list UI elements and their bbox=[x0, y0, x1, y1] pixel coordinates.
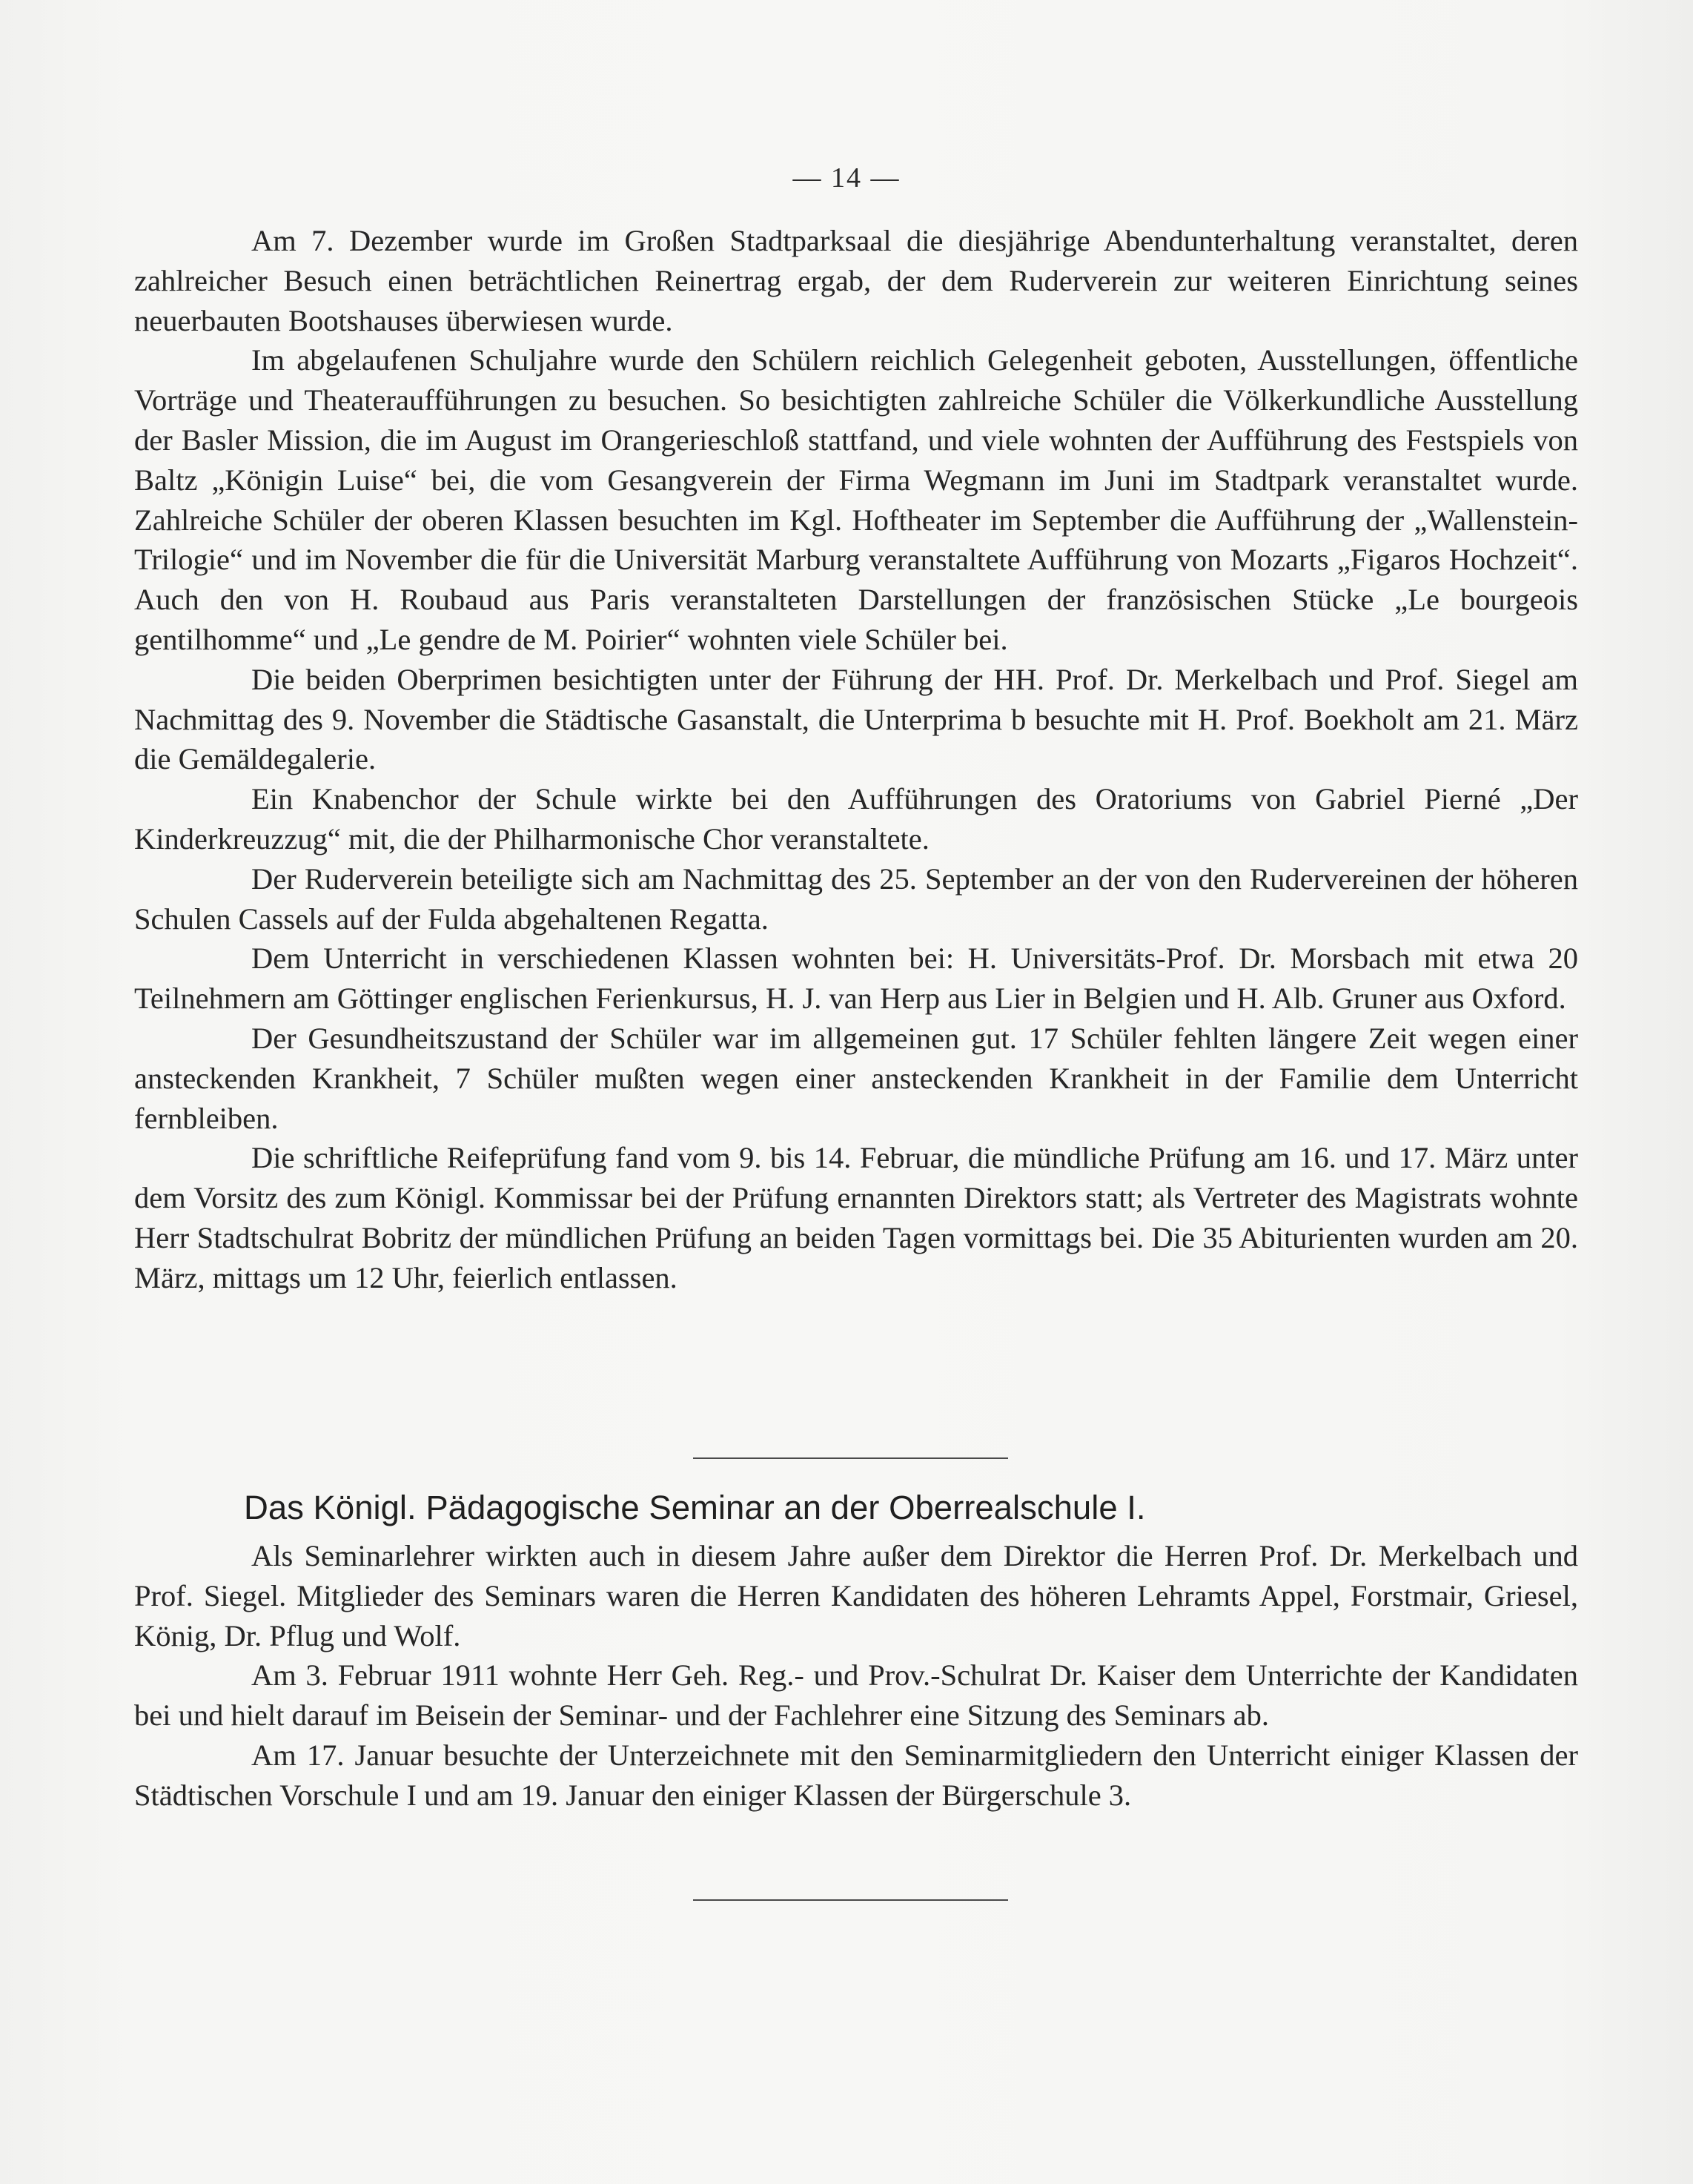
seminar-section bbox=[134, 1484, 1578, 1816]
paragraph-seminarlehrer: Als Seminarlehrer wirkten auch in diesem Jahre außer dem Direktor die Herren Prof. Dr. Merkelbach und Prof. Siegel. Mitglieder des Seminars waren die Herren Kandidaten des höheren Lehramts Appel, Forstmair, Griesel, König, Dr. Pflug und Wolf. bbox=[134, 1539, 1578, 1652]
paragraph-schulrat-besuch: Am 3. Februar 1911 wohnte Herr Geh. Reg.- und Prov.-Schulrat Dr. Kaiser dem Unterrichte der Kandidaten bei und hielt darauf im Beisein der Seminar- und der Fachlehrer eine Sitzung des Seminars ab. bbox=[134, 1658, 1578, 1733]
paragraph-besucher: Dem Unterricht in verschiedenen Klassen wohnten bei: H. Universitäts-Prof. Dr. Morsbach mit etwa 20 Teilnehmern am Göttinger englischen Ferienkursus, H. J. van Herp aus Lier in Belgien und H. Alb. Gruner aus Oxford. bbox=[134, 942, 1578, 1016]
paragraph-ausstellungen: Im abgelaufenen Schuljahre wurde den Schülern reichlich Gelegenheit geboten, Ausstellungen, öffentliche Vorträge und Theateraufführungen zu besuchen. So besichtigten zahlreiche Schüler die Völkerkundliche Ausstellung der Basler Mission, die im August im Orangerieschloß stattfand, und viele wohnten der Aufführung des Festspiels von Baltz „Königin Luise“ bei, die vom Gesangverein der Firma Wegmann im Juni im Stadtpark veranstaltet wurde. Zahlreiche Schüler der oberen Klassen besuchten im Kgl. Hoftheater im September die Aufführung der „Wallenstein-Trilogie“ und im November die für die Universität Marburg veranstaltete Aufführung von Mozarts „Figaros Hochzeit“. Auch den von H. Roubaud aus Paris veranstalteten Darstellungen der französischen Stücke „Le bourgeois gentilhomme“ und „Le gendre de M. Poirier“ wohnten viele Schüler bei. bbox=[134, 343, 1578, 656]
paragraph-vorschule-besuch: Am 17. Januar besuchte der Unterzeichnete mit den Seminarmitgliedern den Unterricht einiger Klassen der Städtischen Vorschule I und am 19. Januar den einiger Klassen der Bürgerschule 3. bbox=[134, 1738, 1578, 1812]
paragraph-ruderverein: Der Ruderverein beteiligte sich am Nachmittag des 25. September an der von den Rudervereinen der höheren Schulen Cassels auf der Fulda abgehaltenen Regatta. bbox=[134, 861, 1578, 936]
report-body bbox=[134, 221, 1578, 1298]
paragraph-gesundheit: Der Gesundheitszustand der Schüler war im allgemeinen gut. 17 Schüler fehlten längere Zeit wegen einer ansteckenden Krankheit, 7 Schüler mußten wegen einer ansteckenden Krankheit in der Familie dem Unterricht fernbleiben. bbox=[134, 1021, 1578, 1135]
paragraph-reifepruefung: Die schriftliche Reifeprüfung fand vom 9. bis 14. Februar, die mündliche Prüfung am 16. und 17. März unter dem Vorsitz des zum Königl. Kommissar bei der Prüfung ernannten Direktors statt; als Vertreter des Magistrats wohnte Herr Stadtschulrat Bobritz der mündlichen Prüfung an beiden Tagen vormittags bei. Die 35 Abiturienten wurden am 20. März, mittags um 12 Uhr, feierlich entlassen. bbox=[134, 1141, 1578, 1294]
section-divider bbox=[693, 1457, 1008, 1459]
page-number: — 14 — bbox=[792, 162, 901, 193]
paragraph-knabenchor: Ein Knabenchor der Schule wirkte bei den Aufführungen des Oratoriums von Gabriel Pierné „Der Kinderkreuzzug“ mit, die der Philharmonische Chor veranstaltete. bbox=[134, 782, 1578, 856]
seminar-body bbox=[134, 1536, 1578, 1816]
paragraph-besichtigung: Die beiden Oberprimen besichtigten unter der Führung der HH. Prof. Dr. Merkelbach und Prof. Siegel am Nachmittag des 9. November die Städtische Gasanstalt, die Unterprima b besuchte mit H. Prof. Boekholt am 21. März die Gemäldegalerie. bbox=[134, 662, 1578, 776]
paragraph-abendunterhaltung: Am 7. Dezember wurde im Großen Stadtparksaal die diesjährige Abendunterhaltung veranstaltet, deren zahlreicher Besuch einen beträchtlichen Reinertrag ergab, der dem Ruderverein zur weiteren Einrichtung seines neuerbauten Bootshauses überwiesen wurde. bbox=[134, 224, 1578, 337]
section-heading: Das Königl. Pädagogische Seminar an der Oberrealschule I. bbox=[244, 1489, 1146, 1526]
end-divider bbox=[693, 1899, 1008, 1901]
